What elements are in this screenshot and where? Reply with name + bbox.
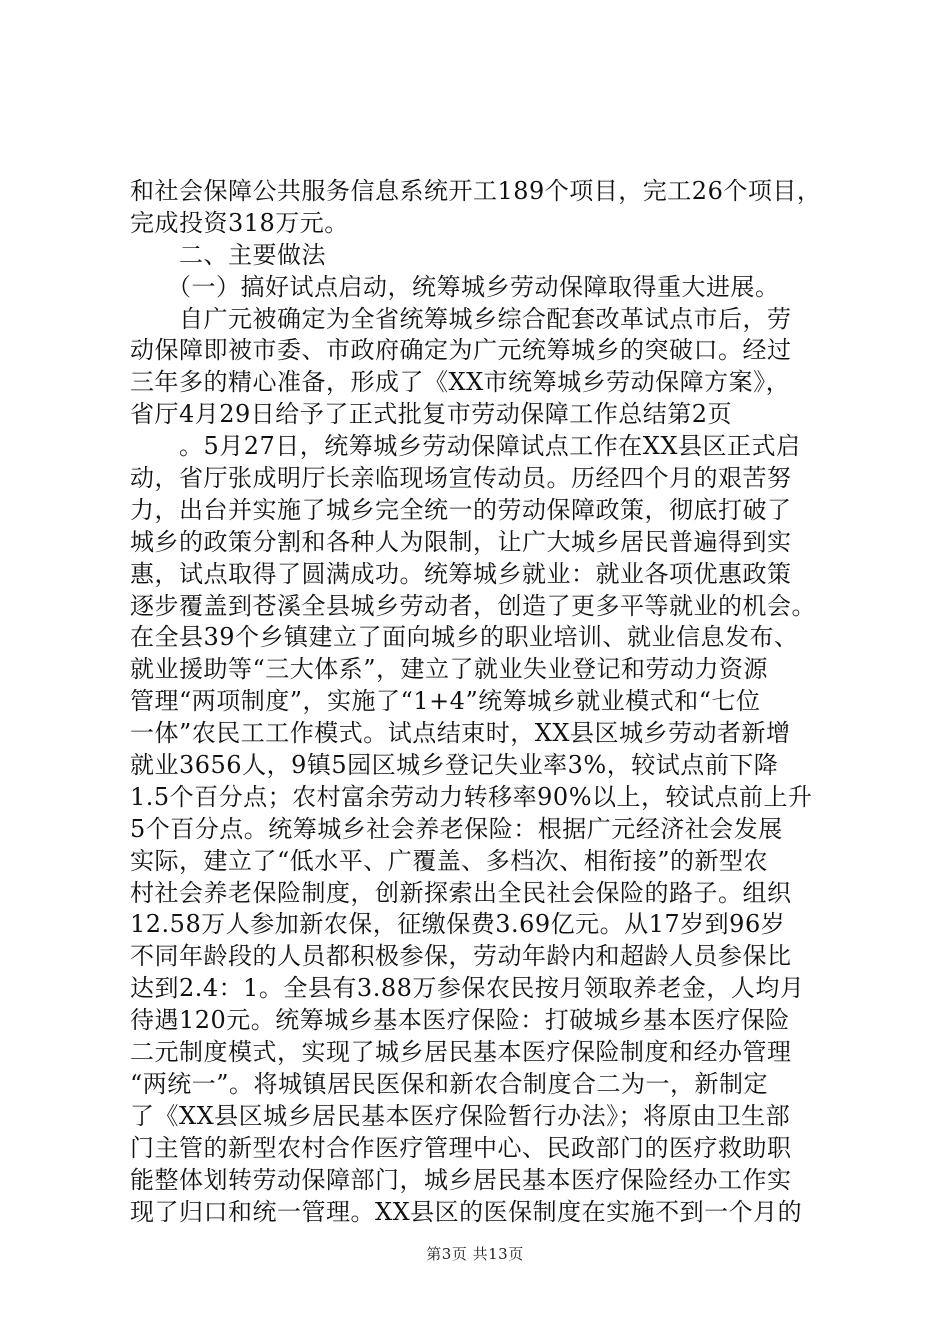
text-line: 力，出台并实施了城乡完全统一的劳动保障政策，彻底打破了 bbox=[130, 495, 792, 524]
text-line: 门主管的新型农村合作医疗管理中心、民政部门的医疗救助职 bbox=[130, 1133, 792, 1162]
text-line: 三年多的精心准备，形成了《XX市统筹城乡劳动保障方案》， bbox=[130, 368, 791, 397]
text-line: 待遇120元。统筹城乡基本医疗保险：打破城乡基本医疗保险 bbox=[130, 1006, 790, 1035]
section-heading: 二、主要做法 bbox=[130, 240, 326, 269]
text-line: 现了归口和统一管理。XX县区的医保制度在实施不到一个月的 bbox=[130, 1197, 803, 1226]
text-line: 实际，建立了“低水平、广覆盖、多档次、相衔接”的新型农 bbox=[130, 846, 769, 875]
page-number-footer: 第3页 共13页 bbox=[426, 1245, 524, 1263]
text-line: 省厅4月29日给予了正式批复市劳动保障工作总结第2页 bbox=[130, 400, 733, 429]
text-line: 动，省厅张成明厅长亲临现场宣传动员。历经四个月的艰苦努 bbox=[130, 464, 792, 493]
text-line: 达到2.4：1。全县有3.88万参保农民按月领取养老金，人均月 bbox=[130, 974, 805, 1003]
text-line: 就业援助等“三大体系”，建立了就业失业登记和劳动力资源 bbox=[130, 655, 769, 684]
text-line: 惠，试点取得了圆满成功。统筹城乡就业：就业各项优惠政策 bbox=[130, 559, 792, 588]
text-line: 城乡的政策分割和各种人为限制，让广大城乡居民普遍得到实 bbox=[130, 527, 792, 556]
text-line: 二元制度模式，实现了城乡居民基本医疗保险制度和经办管理 bbox=[130, 1038, 792, 1067]
text-line: 5个百分点。统筹城乡社会养老保险：根据广元经济社会发展 bbox=[130, 814, 783, 843]
text-line: 1.5个百分点；农村富余劳动力转移率90%以上，较试点前上升 bbox=[130, 782, 813, 811]
text-line: 12.58万人参加新农保，征缴保费3.69亿元。从17岁到96岁 bbox=[130, 910, 786, 939]
text-line: 一体”农民工工作模式。试点结束时，XX县区城乡劳动者新增 bbox=[130, 719, 791, 748]
text-line: 不同年龄段的人员都积极参保，劳动年龄内和超龄人员参保比 bbox=[130, 942, 792, 971]
text-line: 逐步覆盖到苍溪全县城乡劳动者，创造了更多平等就业的机会。 bbox=[130, 591, 816, 620]
document-body bbox=[130, 176, 830, 1228]
text-line: 自广元被确定为全省统筹城乡综合配套改革试点市后，劳 bbox=[130, 304, 792, 333]
text-line: 就业3656人，9镇5园区城乡登记失业率3%，较试点前下降 bbox=[130, 751, 779, 780]
subsection-heading: （一）搞好试点启动，统筹城乡劳动保障取得重大进展。 bbox=[130, 272, 780, 301]
text-line: 动保障即被市委、市政府确定为广元统筹城乡的突破口。经过 bbox=[130, 336, 792, 365]
text-line: 在全县39个乡镇建立了面向城乡的职业培训、就业信息发布、 bbox=[130, 623, 799, 652]
text-line: 村社会养老保险制度，创新探索出全民社会保险的路子。组织 bbox=[130, 878, 792, 907]
text-line: 完成投资318万元。 bbox=[130, 208, 349, 237]
text-line: 。5月27日，统筹城乡劳动保障试点工作在XX县区正式启 bbox=[130, 432, 801, 461]
text-line: 了《XX县区城乡居民基本医疗保险暂行办法》；将原由卫生部 bbox=[130, 1101, 791, 1130]
text-line: 能整体划转劳动保障部门，城乡居民基本医疗保险经办工作实 bbox=[130, 1165, 792, 1194]
text-line: 管理“两项制度”，实施了“1+4”统筹城乡就业模式和“七位 bbox=[130, 687, 761, 716]
text-line: “两统一”。将城镇居民医保和新农合制度合二为一，新制定 bbox=[130, 1069, 769, 1098]
text-line: 和社会保障公共服务信息系统开工189个项目，完工26个项目， bbox=[130, 177, 822, 205]
